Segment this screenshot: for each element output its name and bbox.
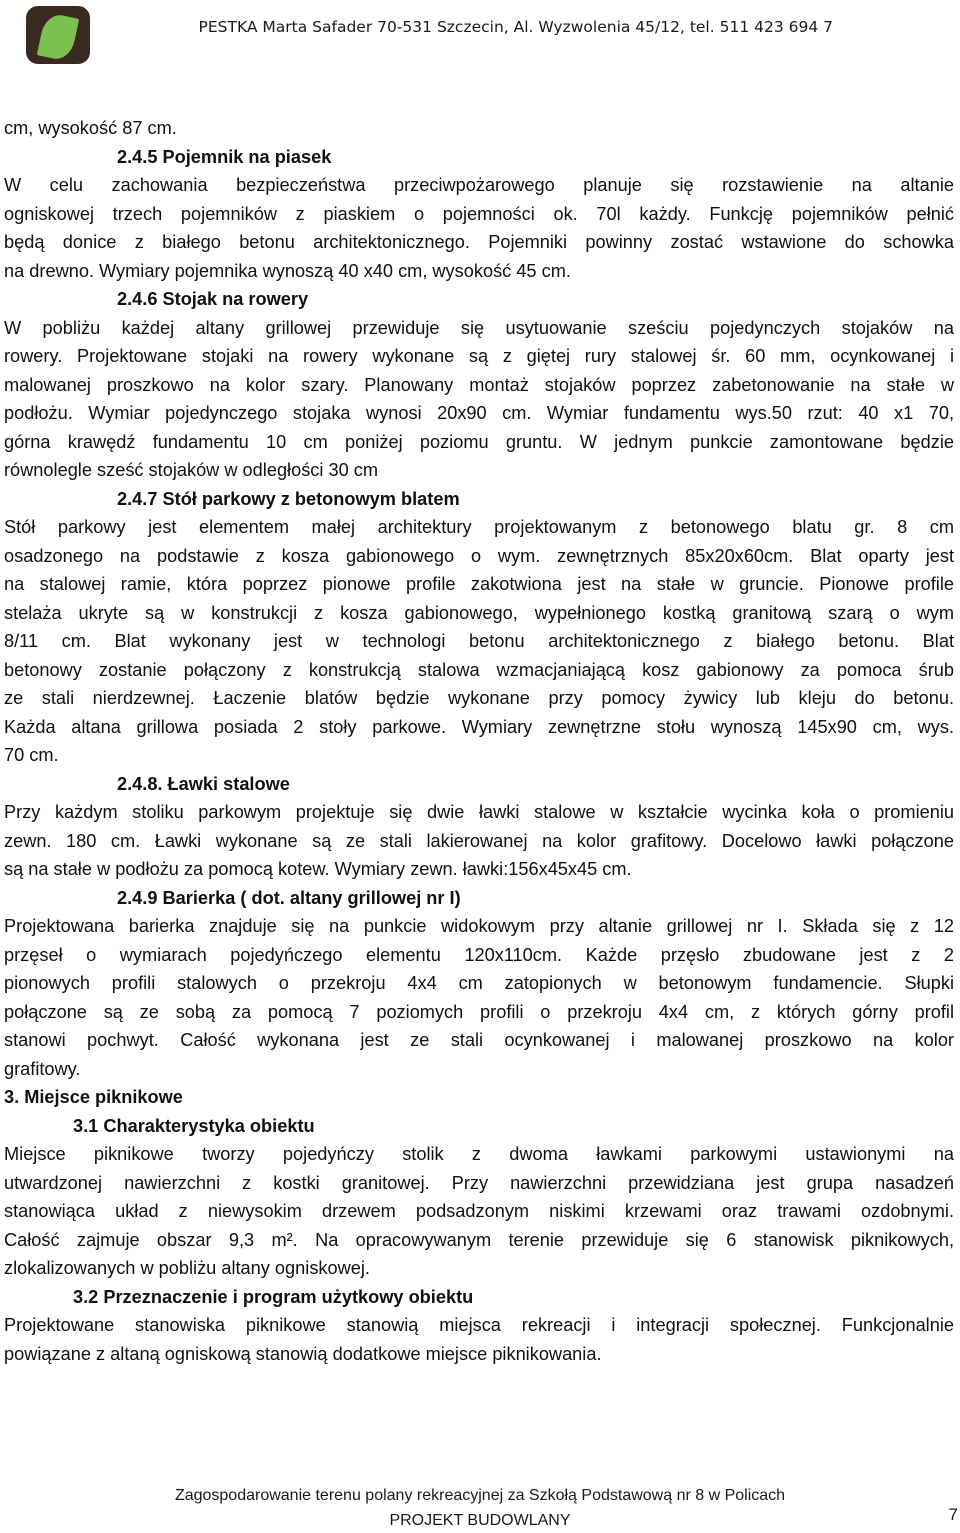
page-footer (0, 1483, 960, 1533)
text-line: utwardzonej nawierzchni z kostki granitowej. Przy nawierzchni przewidziana jest grupa nasadzeń (4, 1172, 954, 1193)
section-heading-2-4-6: 2.4.6 Stojak na rowery (117, 289, 309, 309)
text-line: podłożu. Wymiar pojedynczego stojaka wynosi 20x90 cm. Wymiar fundamentu wys.50 rzut: 40 x1 70, (4, 403, 954, 423)
text-line: osadzonego na podstawie z kosza gabionowego o wym. zewnętrznych 85x20x60cm. Blat oparty jest (4, 545, 954, 566)
text-line: Miejsce piknikowe tworzy pojedyńczy stolik z dwoma ławkami parkowymi ustawionymi na (4, 1144, 954, 1164)
text-line: W pobliżu każdej altany grillowej przewiduje się usytuowanie sześciu pojedynczych stojaków na (4, 317, 954, 338)
text-line: powiązane z altaną ogniskową stanowią dodatkowe miejsce piknikowania. (4, 1343, 602, 1364)
text-line: będą donice z białego betonu architektonicznego. Pojemniki powinny zostać wstawione do schowka (4, 232, 954, 252)
section-heading-3: 3. Miejsce piknikowe (4, 1087, 183, 1107)
text-line: zewn. 180 cm. Ławki wykonane są ze stali lakierowanej na kolor grafitowy. Docelowo ławki połączone (4, 830, 954, 851)
section-heading-2-4-5: 2.4.5 Pojemnik na piasek (117, 146, 332, 167)
text-line: górna krawędź fundamentu 10 cm poniżej poziomu gruntu. W jednym punkcie zamontowane będzie (4, 431, 954, 452)
text-line: Całość zajmuje obszar 9,3 m². Na opracowywanym terenie przewiduje się 6 stanowisk piknikowych, (4, 1229, 954, 1250)
text-line: na stalowej ramie, która poprzez pionowe profile zakotwiona jest na stałe w gruncie. Pionowe profile (4, 574, 954, 594)
text-line: 8/11 cm. Blat wykonany jest w technologi betonu architektonicznego z białego betonu. Blat (4, 631, 954, 651)
text-line: Projektowana barierka znajduje się na punkcie widokowym przy altanie grillowej nr I. Składa się z 12 (4, 916, 954, 936)
text-line: grafitowy. (4, 1058, 81, 1079)
text-line: Każda altana grillowa posiada 2 stoły parkowe. Wymiary zewnętrzne stołu wynoszą 145x90 cm, wys. (4, 716, 954, 737)
text-line: Projektowane stanowiska piknikowe stanowią miejsca rekreacji i integracji społecznej. Funkcjonalnie (4, 1315, 954, 1335)
company-logo (26, 6, 90, 64)
text-line: Stół parkowy jest elementem małej architektury projektowanym z betonowego blatu gr. 8 cm (4, 517, 954, 537)
text-line: stanowiąca układ z niewysokim drzewem podsadzonym niskimi krzewami oraz trawami ozdobnymi. (4, 1201, 954, 1221)
text-line: ogniskowej trzech pojemników z piaskiem o pojemności ok. 70l każdy. Funkcję pojemników pełnić (4, 203, 954, 224)
header-company-info: PESTKA Marta Safader 70-531 Szczecin, Al. Wyzwolenia 45/12, tel. 511 423 694 7 (198, 18, 833, 36)
text-line: malowanej proszkowo na kolor szary. Planowany montaż stojaków poprzez zabetonowanie na stałe w (4, 374, 954, 395)
footer-project-title: Zagospodarowanie terenu polany rekreacyjnej za Szkołą Podstawową nr 8 w Policach (174, 1487, 786, 1504)
text-line: zlokalizowanych w pobliżu altany ogniskowej. (4, 1258, 370, 1278)
text-line: są na stałe w podłożu za pomocą kotew. Wymiary zewn. ławki:156x45x45 cm. (4, 859, 632, 879)
text-line: stelaża ukryte są w konstrukcji z kosza gabionowego, wypełnionego kostką granitową szarą o wym (4, 602, 954, 623)
text-line: pionowych profili stalowych o przekroju 4x4 cm zatopionych w betonowym fundamencie. Słupki (4, 973, 954, 993)
section-heading-2-4-8: 2.4.8. Ławki stalowe (117, 773, 290, 794)
text-line: betonowy zostanie połączony z konstrukcją stalowa wzmacjaniającą kosz gabionowy za pomoca śrub (4, 659, 954, 680)
section-heading-3-1: 3.1 Charakterystyka obiektu (73, 1115, 315, 1136)
text-line: W celu zachowania bezpieczeństwa przeciwpożarowego planuje się rozstawienie na altanie (4, 175, 954, 195)
text-line: ze stali nierdzewnej. Łaczenie blatów będzie wykonane przy pomocy żywicy lub kleju do betonu. (4, 688, 954, 708)
text-line: cm, wysokość 87 cm. (4, 118, 177, 138)
section-heading-2-4-9: 2.4.9 Barierka ( dot. altany grillowej nr I) (117, 887, 461, 908)
leaf-logo-icon (37, 12, 79, 62)
text-line: stanowi pochwyt. Całość wykonana jest ze stali ocynkowanej i malowanej proszkowo na kolor (4, 1030, 954, 1050)
page-number: 7 (948, 1505, 958, 1524)
text-line: Przy każdym stoliku parkowym projektuje się dwie ławki stalowe w kształcie wycinka koła o promieniu (4, 802, 954, 822)
text-line: rowery. Projektowane stojaki na rowery wykonane są z giętej rury stalowej śr. 60 mm, ocynkowanej i (4, 346, 954, 366)
text-line: na drewno. Wymiary pojemnika wynoszą 40 x40 cm, wysokość 45 cm. (4, 260, 571, 281)
document-body (0, 114, 960, 1368)
text-line: 70 cm. (4, 745, 59, 765)
footer-project-type: PROJEKT BUDOWLANY (389, 1512, 571, 1529)
text-line: przęseł o wymiarach pojedyńczego elementu 120x110cm. Każde przęsło zbudowane jest z 2 (4, 944, 954, 965)
section-heading-3-2: 3.2 Przeznaczenie i program użytkowy obiektu (73, 1286, 474, 1307)
text-line: połączone są ze sobą za pomocą 7 poziomych profili o przekroju 4x4 cm, z których górny profil (4, 1001, 954, 1022)
text-line: równolegle sześć stojaków w odległości 30 cm (4, 460, 379, 480)
section-heading-2-4-7: 2.4.7 Stół parkowy z betonowym blatem (117, 488, 460, 509)
